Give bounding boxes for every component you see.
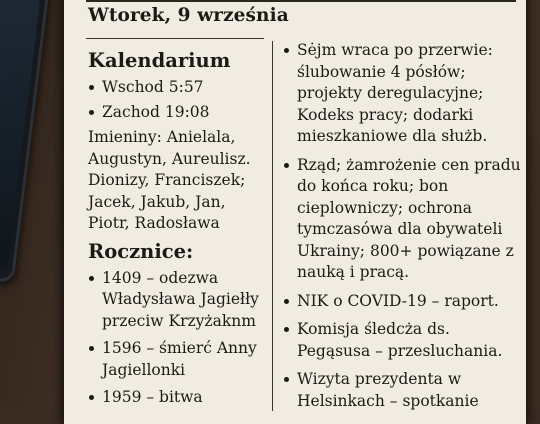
anniversaries-list (88, 268, 268, 409)
kalendarium-column (88, 48, 268, 415)
news-item: Wizyta prezydenta w Helsinkach – spotkanie (283, 369, 523, 412)
anniversary-item: 1596 – śmierć Anny Jagiellonki (88, 338, 268, 381)
sunrise-item: Wschod 5:57 (88, 77, 268, 99)
anniversary-item: 1959 – bitwa (88, 387, 268, 409)
news-item: Komisja śledcża ds. Pegąsusa – przesluchania. (283, 319, 523, 362)
date-header: Wtorek, 9 września (88, 5, 289, 26)
news-item: NIK o COVID-19 – raport. (283, 291, 523, 313)
news-list (283, 40, 523, 412)
news-item: Sėjm wraca po przerwie: ślubowanie 4 pósłów; projekty deregulacyjne; Kodeks pracy; dodarki mieszkaniowe dla służb. (283, 40, 523, 148)
news-item: Rząd; żamrożenie cen pradu do końca roku; bon cieplowniczy; ochrona tymczasówa dla obywateli Ukrainy; 800+ powiązane z nauką i pracą. (283, 155, 523, 284)
sun-times-list (88, 77, 268, 123)
date-divider (86, 38, 264, 39)
rocznice-heading: Rocznice: (88, 239, 194, 263)
sunset-item: Zachod 19:08 (88, 102, 268, 124)
name-days: Imieniny: Anielala, Augustyn, Aureulisz. Dionizy, Franciszek; Jacek, Jakub, Jan, Piotr, Radosława (88, 128, 251, 232)
column-divider (272, 41, 273, 411)
news-column (283, 40, 523, 419)
anniversary-item: 1409 – odezwa Władysława Jagiełły przeciw Krzyżaknm (88, 268, 268, 333)
top-rule (86, 0, 516, 2)
kalendarium-heading: Kalendarium (88, 49, 231, 72)
